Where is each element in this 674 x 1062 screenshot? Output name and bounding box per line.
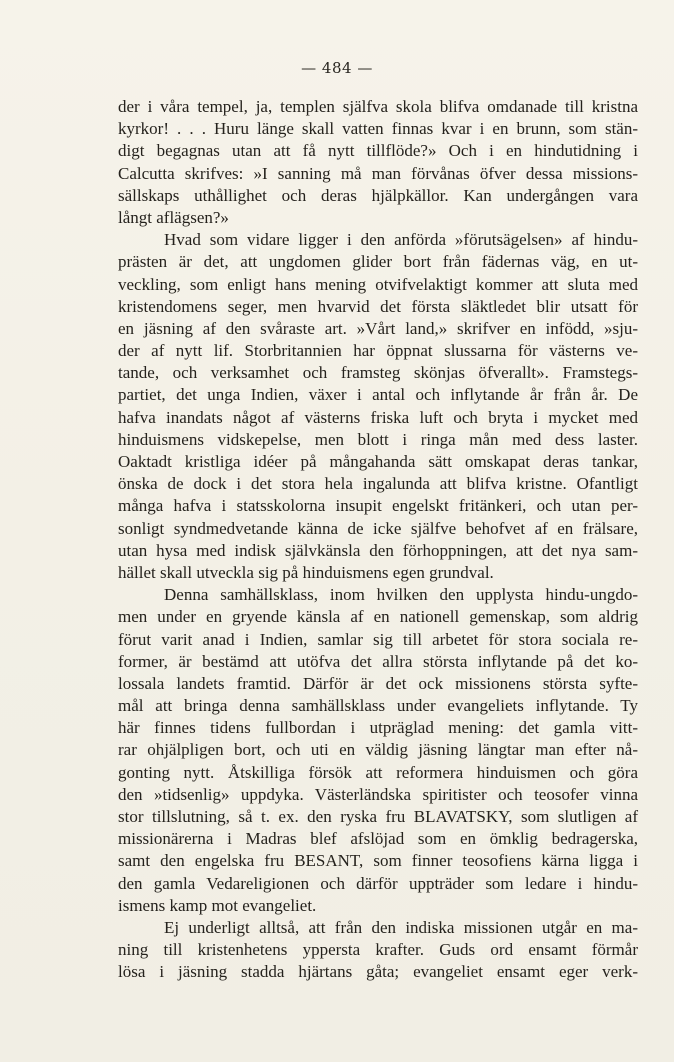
text-line: missionärerna i Madras blef afslöjad som en ömklig bedragerska, — [118, 829, 638, 849]
text-line: den gamla Vedareligionen och därför uppträder som ledare i hindu- — [118, 873, 638, 893]
text-line: kyrkor! . . . Huru länge skall vatten finnas kvar i en brunn, som stän- — [118, 119, 638, 139]
text-line: tande, och verksamhet och framsteg skönjas öfverallt». Framstegs- — [118, 363, 638, 383]
text-line: hället skall utveckla sig på hinduismens egen grundval. — [118, 562, 494, 582]
text-line: ismens kamp mot evangeliet. — [118, 895, 317, 915]
text-line: lösa i jäsning stadda hjärtans gåta; evangeliet ensamt eger verk- — [118, 962, 638, 982]
text-line: utan hysa med indisk självkänsla den förhoppningen, att det nya sam- — [118, 540, 638, 560]
body-text — [118, 96, 638, 984]
text-line: kristendomens seger, men hvarvid det första släktledet blir utsatt för — [118, 296, 638, 316]
text-line: många hafva i statsskolorna insupit engelskt fritänkeri, och utan per- — [118, 496, 638, 516]
text-line: här finnes tidens fullbordan i utpräglad mening: det gamla vitt- — [118, 718, 638, 738]
text-line: partiet, det unga Indien, växer i antal och inflytande år från år. De — [118, 385, 638, 405]
text-line: sonligt syndmedvetande känna de icke själfve behofvet af en frälsare, — [118, 518, 638, 538]
text-line: en jäsning af den svåraste art. »Vårt land,» skrifver en infödd, »sju- — [118, 318, 638, 338]
text-line: digt begagnas utan att få nytt tillflöde?» Och i en hindutidning i — [118, 141, 638, 161]
text-line: långt aflägsen?» — [118, 207, 229, 227]
text-line: veckling, som enligt hans mening otvifvelaktigt kommer att sluta med — [118, 274, 638, 294]
text-line: former, är bestämd att utöfva det allra största inflytande på det ko- — [118, 651, 638, 671]
text-line: den »tidsenlig» uppdyka. Västerländska spiritister och teosofer vinna — [118, 784, 638, 804]
text-line: lossala landets framtid. Därför är det ock missionens största syfte- — [118, 673, 638, 693]
text-line: förut varit anad i Indien, samlar sig till arbetet för stora sociala re- — [118, 629, 638, 649]
text-line: stor tillslutning, så t. ex. den ryska fru BLAVATSKY, som slutligen af — [118, 807, 638, 826]
text-line: sällskaps uthållighet och deras hjälpkällor. Kan undergången vara — [118, 185, 638, 205]
text-line: rar ohjälpligen bort, och uti en väldig jäsning längtar man efter nå- — [118, 740, 638, 760]
text-line: gonting nytt. Åtskilliga försök att reformera hinduismen och göra — [118, 762, 638, 782]
text-line: Calcutta skrifves: »I sanning må man förvånas öfver dessa missions- — [118, 163, 638, 183]
text-line: ning till kristenhetens yppersta krafter. Guds ord ensamt förmår — [118, 940, 638, 960]
text-line: hinduismens vidskepelse, men blott i ringa mån med dess laster. — [118, 429, 638, 449]
text-line: der af nytt lif. Storbritannien har öppnat slussarna för västerns ve- — [118, 341, 638, 361]
page-number: — 484 — — [301, 59, 373, 77]
text-line: Oaktadt kristliga idéer på mångahanda sätt omskapat deras tankar, — [118, 452, 638, 471]
text-line: Ej underligt alltså, att från den indiska missionen utgår en ma- — [164, 917, 638, 937]
text-line: Denna samhällsklass, inom hvilken den upplysta hindu-ungdo- — [164, 585, 638, 605]
text-line: mål att bringa denna samhällsklass under evangeliets inflytande. Ty — [118, 696, 638, 716]
text-line: önska de dock i det stora hela ingalunda att blifva kristne. Ofantligt — [118, 474, 638, 494]
text-line: der i våra tempel, ja, templen själfva skola blifva omdanade till kristna — [118, 97, 638, 116]
text-line: samt den engelska fru BESANT, som finner teosofiens kärna ligga i — [118, 851, 638, 871]
text-line: men under en gryende känsla af en nationell gemenskap, som aldrig — [118, 607, 638, 627]
text-line: prästen är det, att ungdomen glider bort från fädernas väg, en ut- — [118, 252, 638, 272]
text-line: hafva inandats något af västerns friska luft och bryta i mycket med — [118, 407, 638, 427]
text-line: Hvad som vidare ligger i den anförda »förutsägelsen» af hindu- — [164, 230, 638, 250]
